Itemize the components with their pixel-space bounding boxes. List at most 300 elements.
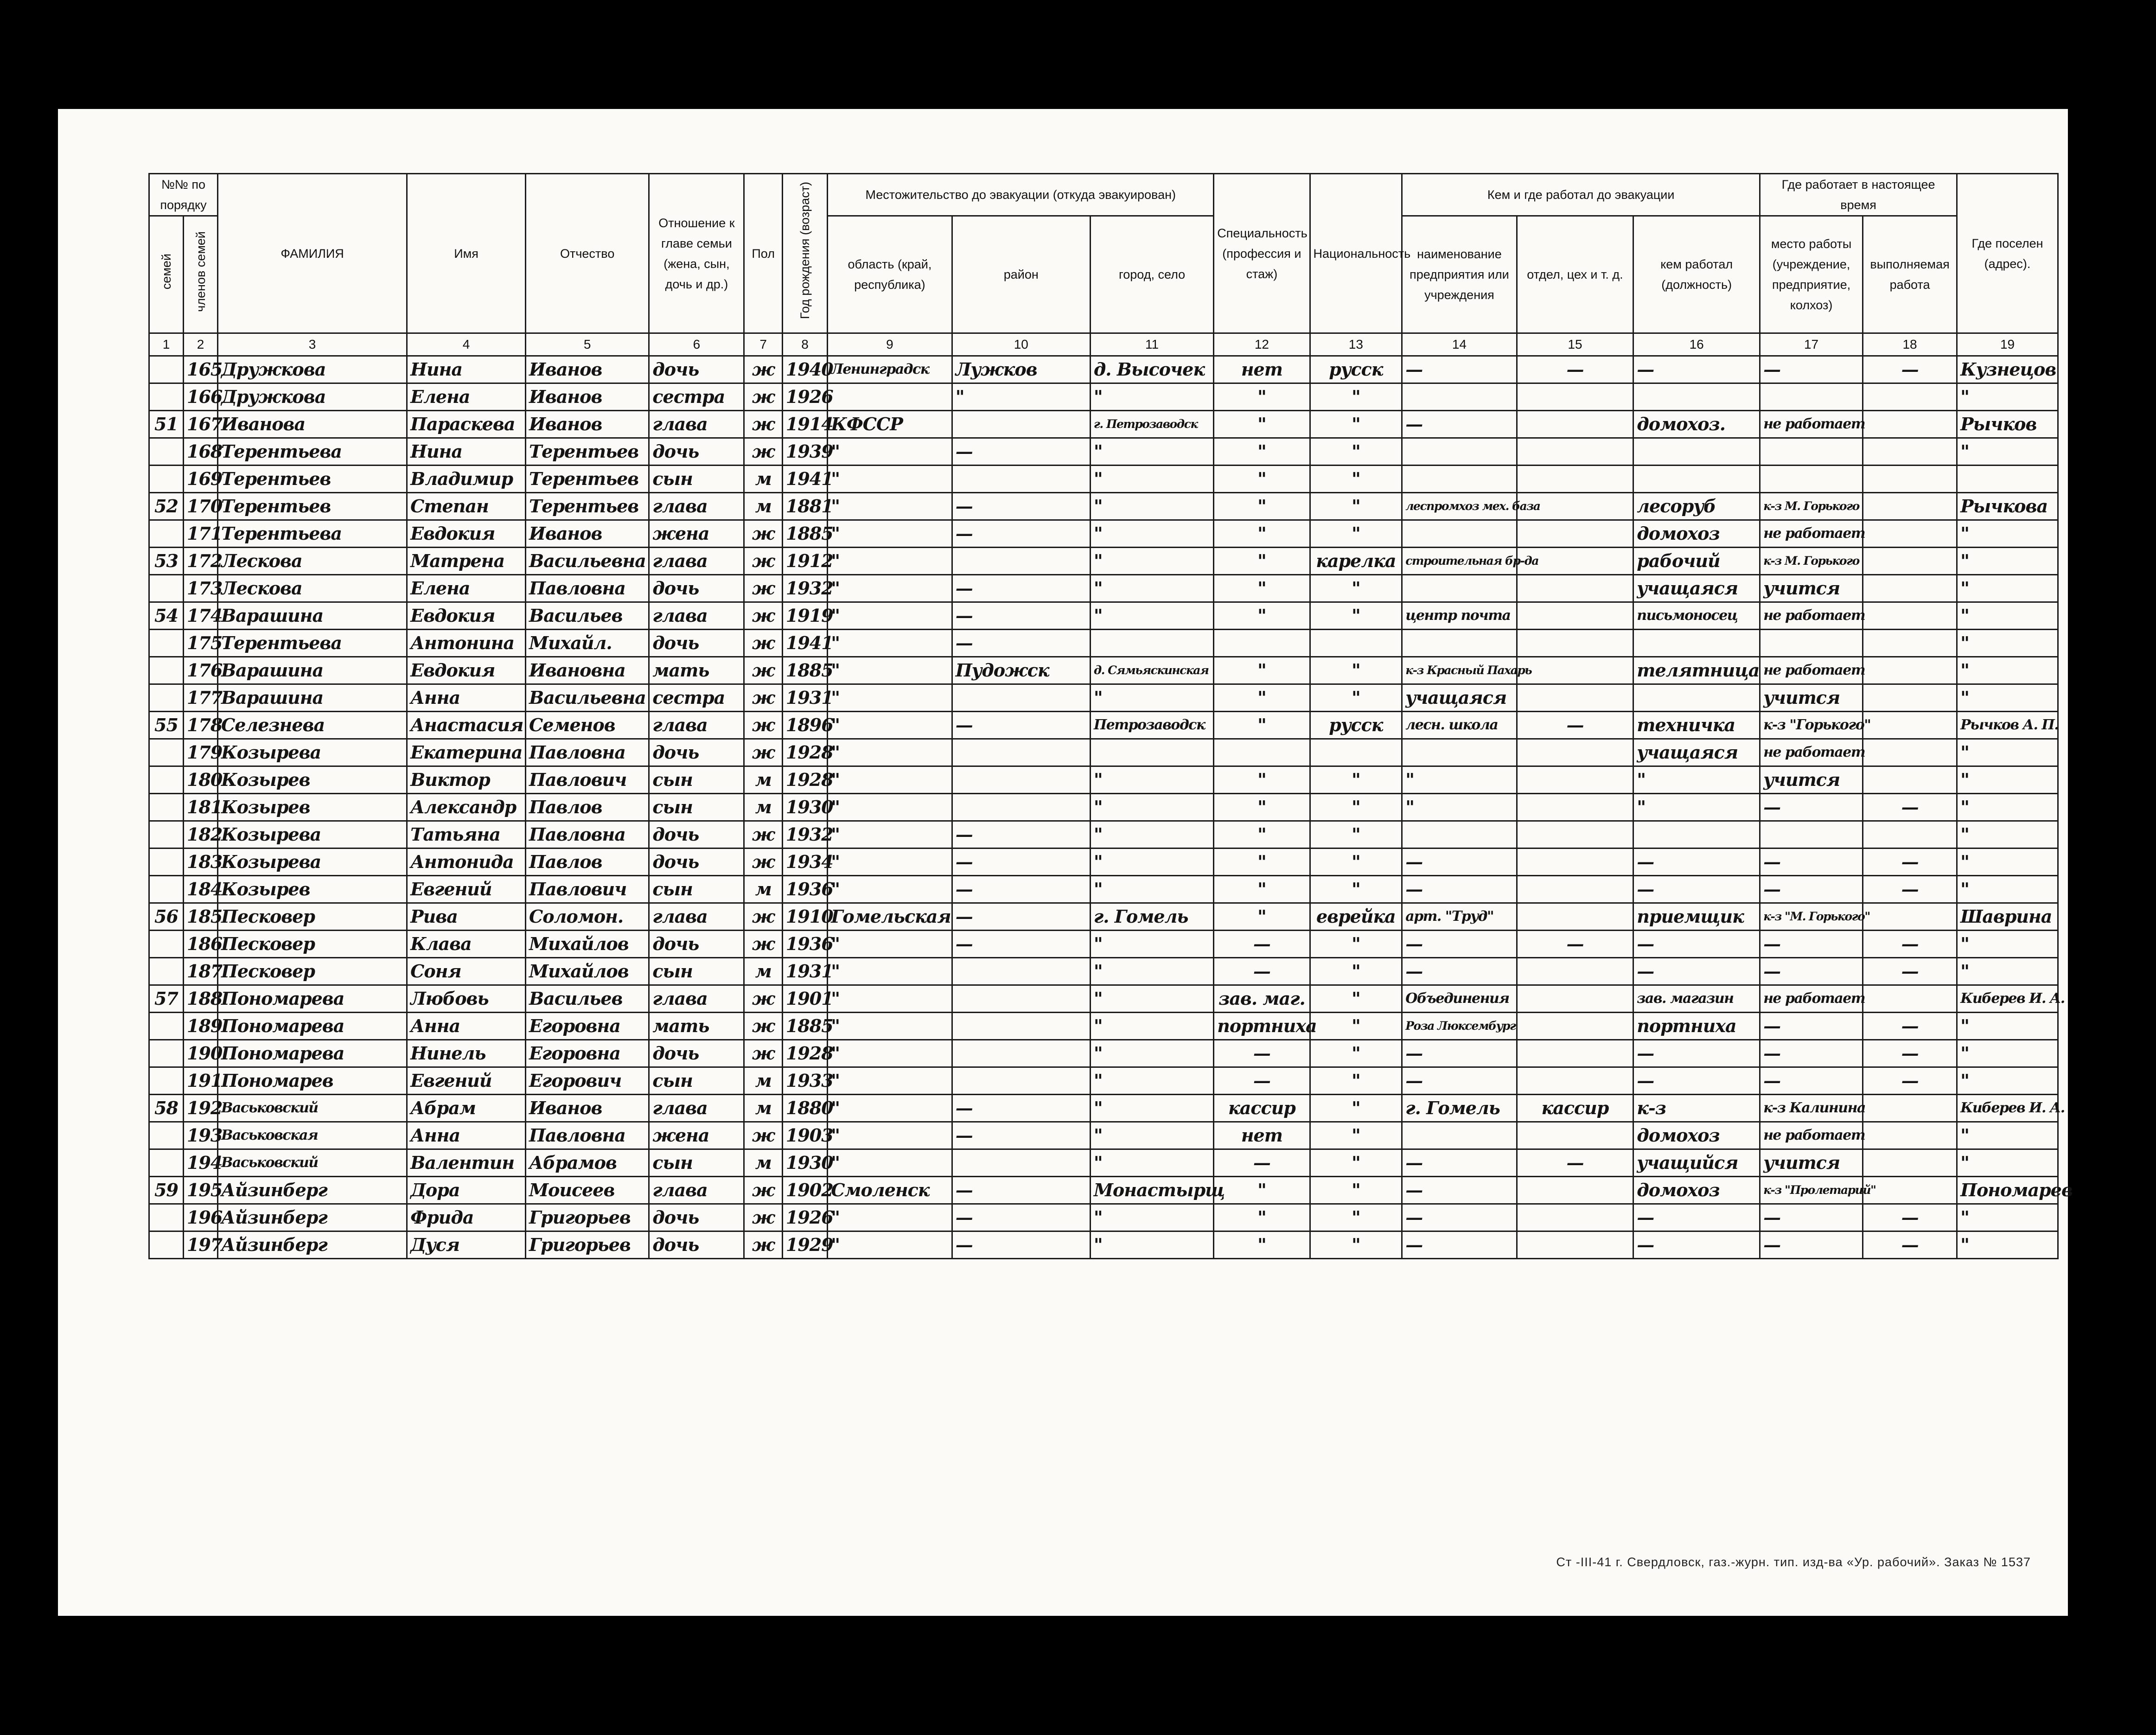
birth-year-cell: 1940 bbox=[782, 356, 827, 383]
birth-year-cell: 1902 bbox=[782, 1177, 827, 1204]
city-cell: г. Гомель bbox=[1090, 903, 1213, 931]
organization-cell: арт. "Труд" bbox=[1402, 903, 1517, 931]
first-name-cell: Евдокия bbox=[407, 657, 526, 684]
organization-cell bbox=[1402, 630, 1517, 657]
region-cell: " bbox=[828, 602, 952, 630]
region-cell: " bbox=[828, 1122, 952, 1149]
print-footer: Ст -III-41 г. Свердловск, газ.-журн. тип. изд-ва «Ур. рабочий». Заказ № 1537 bbox=[1556, 1555, 2031, 1569]
work-done-cell bbox=[1863, 575, 1957, 602]
family-number-cell: 53 bbox=[149, 548, 184, 575]
family-number-cell bbox=[149, 1231, 184, 1259]
work-done-cell bbox=[1863, 438, 1957, 466]
settled-address-cell: Кузнецов bbox=[1957, 356, 2058, 383]
work-done-cell: — bbox=[1863, 931, 1957, 958]
table-row bbox=[149, 1040, 2058, 1067]
work-done-cell bbox=[1863, 903, 1957, 931]
organization-cell bbox=[1402, 739, 1517, 766]
city-cell: " bbox=[1090, 438, 1213, 466]
work-done-cell bbox=[1863, 657, 1957, 684]
first-name-cell: Рива bbox=[407, 903, 526, 931]
department-cell: кассир bbox=[1517, 1095, 1633, 1122]
birth-year-cell: 1932 bbox=[782, 821, 827, 848]
department-cell bbox=[1517, 958, 1633, 985]
specialty-cell: " bbox=[1214, 548, 1310, 575]
specialty-cell: нет bbox=[1214, 356, 1310, 383]
work-place-cell: — bbox=[1760, 1013, 1863, 1040]
city-cell: " bbox=[1090, 493, 1213, 520]
family-number-cell: 55 bbox=[149, 712, 184, 739]
nationality-cell: " bbox=[1310, 1204, 1402, 1231]
table-row bbox=[149, 985, 2058, 1013]
relation-cell: мать bbox=[649, 657, 744, 684]
district-cell bbox=[952, 739, 1090, 766]
patronymic-cell: Михайлов bbox=[525, 931, 649, 958]
department-cell bbox=[1517, 1013, 1633, 1040]
birth-year-cell: 1941 bbox=[782, 630, 827, 657]
work-place-cell: — bbox=[1760, 1231, 1863, 1259]
birth-year-cell: 1880 bbox=[782, 1095, 827, 1122]
surname-cell: Козырева bbox=[218, 739, 407, 766]
patronymic-cell: Михайл. bbox=[525, 630, 649, 657]
first-name-cell: Евгений bbox=[407, 876, 526, 903]
relation-cell: глава bbox=[649, 712, 744, 739]
organization-cell: — bbox=[1402, 411, 1517, 438]
relation-cell: сын bbox=[649, 466, 744, 493]
city-cell: г. Петрозаводск bbox=[1090, 411, 1213, 438]
region-cell: " bbox=[828, 1231, 952, 1259]
settled-address-cell: " bbox=[1957, 630, 2058, 657]
region-cell: " bbox=[828, 712, 952, 739]
city-cell: " bbox=[1090, 548, 1213, 575]
city-cell: д. Высочек bbox=[1090, 356, 1213, 383]
member-number-cell: 169 bbox=[184, 466, 218, 493]
table-row bbox=[149, 1149, 2058, 1177]
relation-cell: сестра bbox=[649, 383, 744, 411]
nationality-cell: " bbox=[1310, 657, 1402, 684]
settled-address-cell: " bbox=[1957, 1149, 2058, 1177]
settled-address-cell: Рычкова bbox=[1957, 493, 2058, 520]
first-name-cell: Евдокия bbox=[407, 520, 526, 548]
position-cell: — bbox=[1633, 356, 1760, 383]
birth-year-cell: 1885 bbox=[782, 520, 827, 548]
region-cell: " bbox=[828, 1095, 952, 1122]
birth-year-cell: 1930 bbox=[782, 1149, 827, 1177]
region-cell: " bbox=[828, 1067, 952, 1095]
work-place-cell: не работает bbox=[1760, 602, 1863, 630]
city-cell: " bbox=[1090, 1204, 1213, 1231]
table-row bbox=[149, 684, 2058, 712]
specialty-cell: " bbox=[1214, 602, 1310, 630]
table-row bbox=[149, 520, 2058, 548]
member-number-cell: 167 bbox=[184, 411, 218, 438]
surname-cell: Терентьева bbox=[218, 630, 407, 657]
birth-year-cell: 1919 bbox=[782, 602, 827, 630]
settled-address-cell: Рычков А. П. bbox=[1957, 712, 2058, 739]
column-number: 1 bbox=[149, 333, 184, 356]
district-cell: — bbox=[952, 1204, 1090, 1231]
specialty-cell: " bbox=[1214, 876, 1310, 903]
first-name-cell: Евгений bbox=[407, 1067, 526, 1095]
relation-cell: дочь bbox=[649, 438, 744, 466]
surname-cell: Лескова bbox=[218, 548, 407, 575]
surname-cell: Козырева bbox=[218, 848, 407, 876]
table-row bbox=[149, 821, 2058, 848]
work-done-cell: — bbox=[1863, 794, 1957, 821]
first-name-cell: Матрена bbox=[407, 548, 526, 575]
region-cell: " bbox=[828, 1204, 952, 1231]
nationality-cell: " bbox=[1310, 411, 1402, 438]
birth-year-cell: 1932 bbox=[782, 575, 827, 602]
column-number: 17 bbox=[1760, 333, 1863, 356]
header-members bbox=[184, 216, 218, 333]
patronymic-cell: Павлов bbox=[525, 794, 649, 821]
sex-cell: ж bbox=[744, 903, 782, 931]
relation-cell: сын bbox=[649, 1149, 744, 1177]
first-name-cell: Александр bbox=[407, 794, 526, 821]
family-number-cell bbox=[149, 848, 184, 876]
sex-cell: ж bbox=[744, 383, 782, 411]
work-place-cell: учится bbox=[1760, 766, 1863, 794]
organization-cell: — bbox=[1402, 1067, 1517, 1095]
specialty-cell: портниха bbox=[1214, 1013, 1310, 1040]
sex-cell: м bbox=[744, 1149, 782, 1177]
relation-cell: дочь bbox=[649, 931, 744, 958]
sex-cell: ж bbox=[744, 1231, 782, 1259]
department-cell: — bbox=[1517, 1149, 1633, 1177]
relation-cell: глава bbox=[649, 1177, 744, 1204]
work-done-cell bbox=[1863, 1095, 1957, 1122]
relation-cell: сын bbox=[649, 766, 744, 794]
organization-cell: учащаяся bbox=[1402, 684, 1517, 712]
work-place-cell: не работает bbox=[1760, 985, 1863, 1013]
sex-cell: м bbox=[744, 958, 782, 985]
specialty-cell: " bbox=[1214, 383, 1310, 411]
sex-cell: ж bbox=[744, 1177, 782, 1204]
settled-address-cell: Шаврина bbox=[1957, 903, 2058, 931]
district-cell: — bbox=[952, 903, 1090, 931]
table-row bbox=[149, 466, 2058, 493]
birth-year-cell: 1928 bbox=[782, 739, 827, 766]
work-done-cell bbox=[1863, 520, 1957, 548]
column-number: 10 bbox=[952, 333, 1090, 356]
first-name-cell: Дора bbox=[407, 1177, 526, 1204]
birth-year-cell: 1929 bbox=[782, 1231, 827, 1259]
city-cell: " bbox=[1090, 684, 1213, 712]
member-number-cell: 180 bbox=[184, 766, 218, 794]
first-name-cell: Клава bbox=[407, 931, 526, 958]
column-number: 8 bbox=[782, 333, 827, 356]
city-cell: " bbox=[1090, 383, 1213, 411]
table-row bbox=[149, 876, 2058, 903]
surname-cell: Терентьева bbox=[218, 438, 407, 466]
nationality-cell: " bbox=[1310, 1067, 1402, 1095]
settled-address-cell: " bbox=[1957, 602, 2058, 630]
city-cell: " bbox=[1090, 1095, 1213, 1122]
first-name-cell: Параскева bbox=[407, 411, 526, 438]
work-place-cell: — bbox=[1760, 931, 1863, 958]
member-number-cell: 189 bbox=[184, 1013, 218, 1040]
region-cell: " bbox=[828, 848, 952, 876]
district-cell bbox=[952, 1067, 1090, 1095]
column-number: 5 bbox=[525, 333, 649, 356]
nationality-cell bbox=[1310, 630, 1402, 657]
surname-cell: Пономарева bbox=[218, 1013, 407, 1040]
relation-cell: дочь bbox=[649, 1231, 744, 1259]
sex-cell: ж bbox=[744, 548, 782, 575]
patronymic-cell: Егорович bbox=[525, 1067, 649, 1095]
first-name-cell: Анна bbox=[407, 1122, 526, 1149]
department-cell bbox=[1517, 1122, 1633, 1149]
patronymic-cell: Абрамов bbox=[525, 1149, 649, 1177]
district-cell: — bbox=[952, 712, 1090, 739]
patronymic-cell: Васильев bbox=[525, 985, 649, 1013]
member-number-cell: 193 bbox=[184, 1122, 218, 1149]
position-cell: — bbox=[1633, 876, 1760, 903]
family-number-cell bbox=[149, 657, 184, 684]
work-place-cell bbox=[1760, 630, 1863, 657]
relation-cell: сестра bbox=[649, 684, 744, 712]
settled-address-cell: " bbox=[1957, 1040, 2058, 1067]
department-cell bbox=[1517, 411, 1633, 438]
header-members-text: членов семей bbox=[193, 231, 208, 312]
district-cell: — bbox=[952, 931, 1090, 958]
work-place-cell bbox=[1760, 821, 1863, 848]
member-number-cell: 168 bbox=[184, 438, 218, 466]
district-cell bbox=[952, 1149, 1090, 1177]
specialty-cell: нет bbox=[1214, 1122, 1310, 1149]
first-name-cell: Анна bbox=[407, 684, 526, 712]
organization-cell bbox=[1402, 520, 1517, 548]
settled-address-cell: " bbox=[1957, 657, 2058, 684]
work-place-cell: учится bbox=[1760, 1149, 1863, 1177]
birth-year-cell: 1926 bbox=[782, 1204, 827, 1231]
member-number-cell: 197 bbox=[184, 1231, 218, 1259]
register-rows bbox=[149, 356, 2073, 1259]
settled-address-cell: " bbox=[1957, 1204, 2058, 1231]
department-cell bbox=[1517, 520, 1633, 548]
table-row bbox=[149, 411, 2058, 438]
work-done-cell: — bbox=[1863, 1067, 1957, 1095]
member-number-cell: 172 bbox=[184, 548, 218, 575]
column-number: 7 bbox=[744, 333, 782, 356]
family-number-cell bbox=[149, 466, 184, 493]
sex-cell: ж bbox=[744, 411, 782, 438]
organization-cell: — bbox=[1402, 1149, 1517, 1177]
settled-address-cell: " bbox=[1957, 821, 2058, 848]
surname-cell: Айзинберг bbox=[218, 1204, 407, 1231]
family-number-cell bbox=[149, 575, 184, 602]
header-number-group: №№ по порядку bbox=[149, 174, 218, 216]
district-cell bbox=[952, 548, 1090, 575]
nationality-cell: " bbox=[1310, 848, 1402, 876]
header-sex: Пол bbox=[744, 174, 782, 333]
city-cell: Монастырщ bbox=[1090, 1177, 1213, 1204]
settled-address-cell: " bbox=[1957, 1067, 2058, 1095]
member-number-cell: 188 bbox=[184, 985, 218, 1013]
patronymic-cell: Иванов bbox=[525, 1095, 649, 1122]
relation-cell: дочь bbox=[649, 356, 744, 383]
nationality-cell: " bbox=[1310, 520, 1402, 548]
work-done-cell bbox=[1863, 548, 1957, 575]
nationality-cell: " bbox=[1310, 438, 1402, 466]
work-place-cell: не работает bbox=[1760, 1122, 1863, 1149]
city-cell: " bbox=[1090, 876, 1213, 903]
patronymic-cell: Михайлов bbox=[525, 958, 649, 985]
sex-cell: ж bbox=[744, 739, 782, 766]
surname-cell: Васьковский bbox=[218, 1095, 407, 1122]
position-cell bbox=[1633, 383, 1760, 411]
sex-cell: ж bbox=[744, 520, 782, 548]
birth-year-cell: 1933 bbox=[782, 1067, 827, 1095]
family-number-cell bbox=[149, 794, 184, 821]
district-cell bbox=[952, 794, 1090, 821]
birth-year-cell: 1931 bbox=[782, 684, 827, 712]
family-number-cell bbox=[149, 931, 184, 958]
position-cell: рабочий bbox=[1633, 548, 1760, 575]
nationality-cell bbox=[1310, 739, 1402, 766]
relation-cell: сын bbox=[649, 794, 744, 821]
city-cell: д. Сямьяскинская bbox=[1090, 657, 1213, 684]
district-cell: Лужков bbox=[952, 356, 1090, 383]
department-cell bbox=[1517, 383, 1633, 411]
city-cell: " bbox=[1090, 466, 1213, 493]
specialty-cell: " bbox=[1214, 1231, 1310, 1259]
table-row bbox=[149, 1231, 2058, 1259]
sex-cell: ж bbox=[744, 438, 782, 466]
patronymic-cell: Иванов bbox=[525, 520, 649, 548]
first-name-cell: Анастасия bbox=[407, 712, 526, 739]
nationality-cell: " bbox=[1310, 602, 1402, 630]
sex-cell: ж bbox=[744, 602, 782, 630]
table-row bbox=[149, 1095, 2058, 1122]
work-done-cell bbox=[1863, 383, 1957, 411]
city-cell: " bbox=[1090, 602, 1213, 630]
table-row bbox=[149, 630, 2058, 657]
city-cell: " bbox=[1090, 794, 1213, 821]
specialty-cell: " bbox=[1214, 575, 1310, 602]
first-name-cell: Фрида bbox=[407, 1204, 526, 1231]
organization-cell: — bbox=[1402, 876, 1517, 903]
member-number-cell: 184 bbox=[184, 876, 218, 903]
header-work-place: место работы (учреждение, предприятие, колхоз) bbox=[1760, 216, 1863, 333]
birth-year-cell: 1903 bbox=[782, 1122, 827, 1149]
city-cell: " bbox=[1090, 766, 1213, 794]
member-number-cell: 170 bbox=[184, 493, 218, 520]
nationality-cell: русск bbox=[1310, 712, 1402, 739]
relation-cell: глава bbox=[649, 985, 744, 1013]
relation-cell: дочь bbox=[649, 1040, 744, 1067]
nationality-cell: " bbox=[1310, 466, 1402, 493]
organization-cell: строительная бр-да bbox=[1402, 548, 1517, 575]
member-number-cell: 196 bbox=[184, 1204, 218, 1231]
table-row bbox=[149, 931, 2058, 958]
position-cell: к-з bbox=[1633, 1095, 1760, 1122]
family-number-cell: 58 bbox=[149, 1095, 184, 1122]
position-cell: лесоруб bbox=[1633, 493, 1760, 520]
first-name-cell: Дуся bbox=[407, 1231, 526, 1259]
first-name-cell: Владимир bbox=[407, 466, 526, 493]
region-cell: " bbox=[828, 466, 952, 493]
organization-cell: — bbox=[1402, 1040, 1517, 1067]
region-cell: " bbox=[828, 630, 952, 657]
first-name-cell: Степан bbox=[407, 493, 526, 520]
work-place-cell: к-з М. Горького bbox=[1760, 548, 1863, 575]
birth-year-cell: 1928 bbox=[782, 1040, 827, 1067]
patronymic-cell: Васильевна bbox=[525, 684, 649, 712]
district-cell: — bbox=[952, 821, 1090, 848]
header-settled-address: Где поселен (адрес). bbox=[1957, 174, 2058, 333]
patronymic-cell: Егоровна bbox=[525, 1040, 649, 1067]
district-cell: — bbox=[952, 438, 1090, 466]
work-done-cell bbox=[1863, 1177, 1957, 1204]
city-cell: " bbox=[1090, 1040, 1213, 1067]
work-place-cell: к-з Калинина bbox=[1760, 1095, 1863, 1122]
sex-cell: м bbox=[744, 1067, 782, 1095]
family-number-cell: 54 bbox=[149, 602, 184, 630]
work-place-cell: не работает bbox=[1760, 739, 1863, 766]
specialty-cell: зав. маг. bbox=[1214, 985, 1310, 1013]
table-row bbox=[149, 1067, 2058, 1095]
department-cell bbox=[1517, 848, 1633, 876]
department-cell bbox=[1517, 575, 1633, 602]
column-number: 11 bbox=[1090, 333, 1213, 356]
work-place-cell: учится bbox=[1760, 684, 1863, 712]
specialty-cell: — bbox=[1214, 931, 1310, 958]
organization-cell: Объединения bbox=[1402, 985, 1517, 1013]
settled-address-cell: " bbox=[1957, 1122, 2058, 1149]
organization-cell bbox=[1402, 383, 1517, 411]
surname-cell: Васьковская bbox=[218, 1122, 407, 1149]
city-cell: " bbox=[1090, 1122, 1213, 1149]
first-name-cell: Виктор bbox=[407, 766, 526, 794]
nationality-cell: " bbox=[1310, 985, 1402, 1013]
settled-address-cell: " bbox=[1957, 931, 2058, 958]
organization-cell bbox=[1402, 575, 1517, 602]
organization-cell: — bbox=[1402, 931, 1517, 958]
department-cell bbox=[1517, 657, 1633, 684]
work-done-cell: — bbox=[1863, 356, 1957, 383]
specialty-cell: кассир bbox=[1214, 1095, 1310, 1122]
organization-cell: — bbox=[1402, 958, 1517, 985]
relation-cell: сын bbox=[649, 876, 744, 903]
table-row bbox=[149, 548, 2058, 575]
sex-cell: ж bbox=[744, 1013, 782, 1040]
family-number-cell bbox=[149, 1204, 184, 1231]
column-number: 14 bbox=[1402, 333, 1517, 356]
city-cell: " bbox=[1090, 985, 1213, 1013]
settled-address-cell: " bbox=[1957, 876, 2058, 903]
patronymic-cell: Павлов bbox=[525, 848, 649, 876]
evacuee-register-table bbox=[148, 173, 2073, 1259]
surname-cell: Селезнева bbox=[218, 712, 407, 739]
organization-cell: — bbox=[1402, 848, 1517, 876]
organization-cell: г. Гомель bbox=[1402, 1095, 1517, 1122]
work-done-cell bbox=[1863, 739, 1957, 766]
birth-year-cell: 1901 bbox=[782, 985, 827, 1013]
nationality-cell: еврейка bbox=[1310, 903, 1402, 931]
relation-cell: глава bbox=[649, 602, 744, 630]
nationality-cell: " bbox=[1310, 575, 1402, 602]
organization-cell: — bbox=[1402, 356, 1517, 383]
specialty-cell: " bbox=[1214, 493, 1310, 520]
patronymic-cell: Павловна bbox=[525, 575, 649, 602]
member-number-cell: 194 bbox=[184, 1149, 218, 1177]
birth-year-cell: 1941 bbox=[782, 466, 827, 493]
first-name-cell: Соня bbox=[407, 958, 526, 985]
department-cell bbox=[1517, 466, 1633, 493]
column-number: 3 bbox=[218, 333, 407, 356]
first-name-cell: Елена bbox=[407, 383, 526, 411]
